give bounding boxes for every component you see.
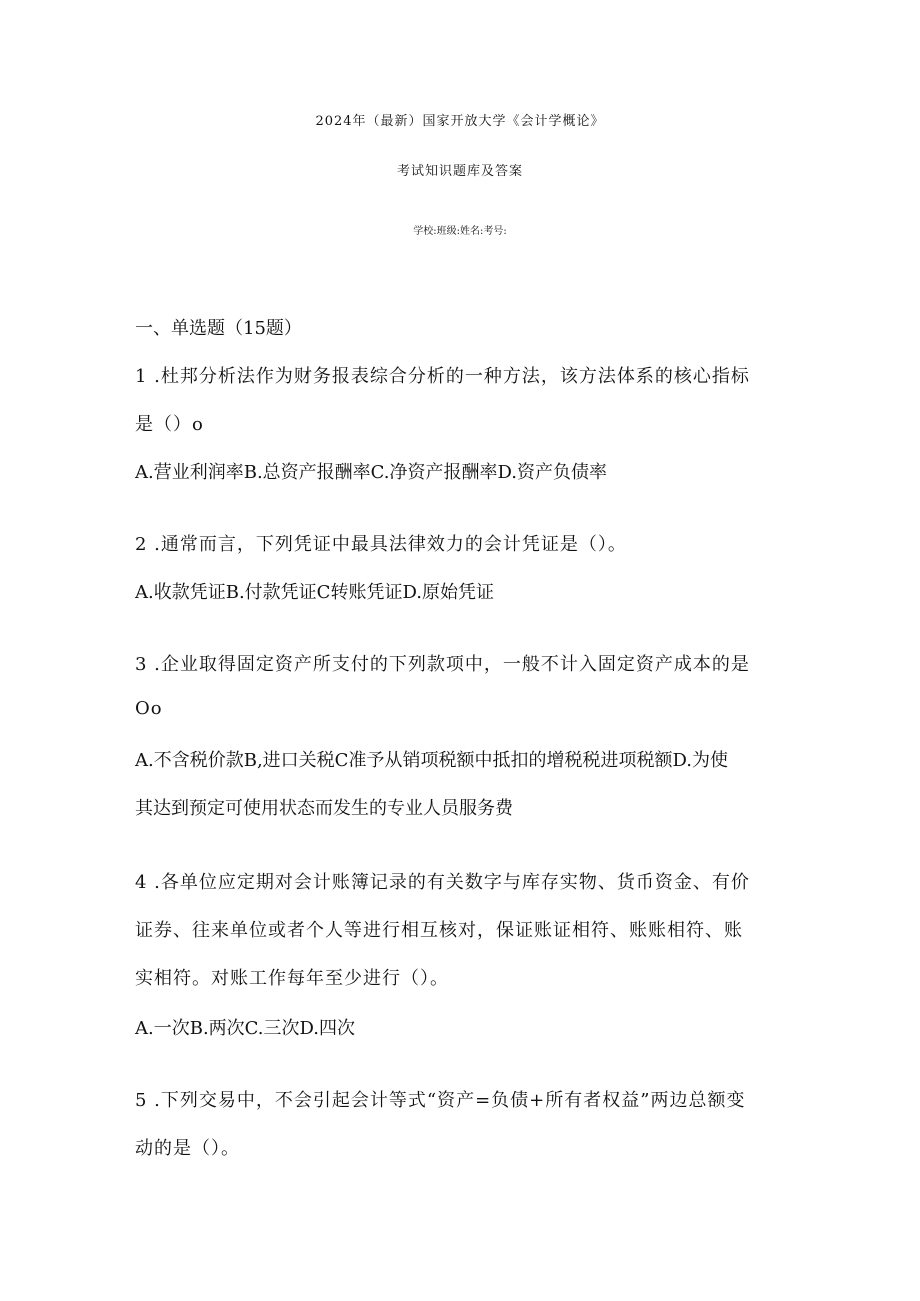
document-title-line-1: 2024年（最新）国家开放大学《会计学概论》: [315, 114, 605, 129]
question-4-options: A.一次B.两次C.三次D.四次: [135, 1018, 356, 1039]
question-3-stem-line-1: 3 .企业取得固定资产所支付的下列款项中，一般不计入固定资产成本的是: [135, 654, 750, 675]
question-5-stem-line-2: 动的是（）。: [135, 1138, 240, 1159]
question-2-options: A.收款凭证B.付款凭证C转账凭证D.原始凭证: [135, 582, 494, 603]
document-title-line-2: 考试知识题库及答案: [396, 164, 523, 179]
question-1-stem-line-1: 1 .杜邦分析法作为财务报表综合分析的一种方法，该方法体系的核心指标: [135, 366, 750, 387]
student-info-line: 学校:班级:姓名:考号:: [413, 226, 507, 237]
question-1-stem-line-2: 是（）o: [135, 414, 204, 435]
question-3-options-line-2: 其达到预定可使用状态而发生的专业人员服务费: [135, 798, 513, 819]
question-4-stem-line-2: 证券、往来单位或者个人等进行相互核对，保证账证相符、账账相符、账: [135, 920, 743, 941]
section-heading: 一、单选题（15题）: [135, 318, 302, 339]
question-4-stem-line-3: 实相符。对账工作每年至少进行（）。: [135, 968, 449, 989]
question-2-stem-line-1: 2 .通常而言，下列凭证中最具法律效力的会计凭证是（）。: [135, 534, 627, 555]
question-3-options-line-1: A.不含税价款B,进口关税C准予从销项税额中抵扣的增税税进项税额D.为使: [135, 750, 728, 771]
question-5-stem-line-1: 5 .下列交易中，不会引起会计等式“资产=负债+所有者权益”两边总额变: [135, 1090, 746, 1111]
question-1-options: A.营业利润率B.总资产报酬率C.净资产报酬率D.资产负债率: [135, 462, 608, 483]
question-3-stem-line-2: Oo: [135, 698, 163, 719]
question-4-stem-line-1: 4 .各单位应定期对会计账簿记录的有关数字与库存实物、货币资金、有价: [135, 872, 750, 893]
